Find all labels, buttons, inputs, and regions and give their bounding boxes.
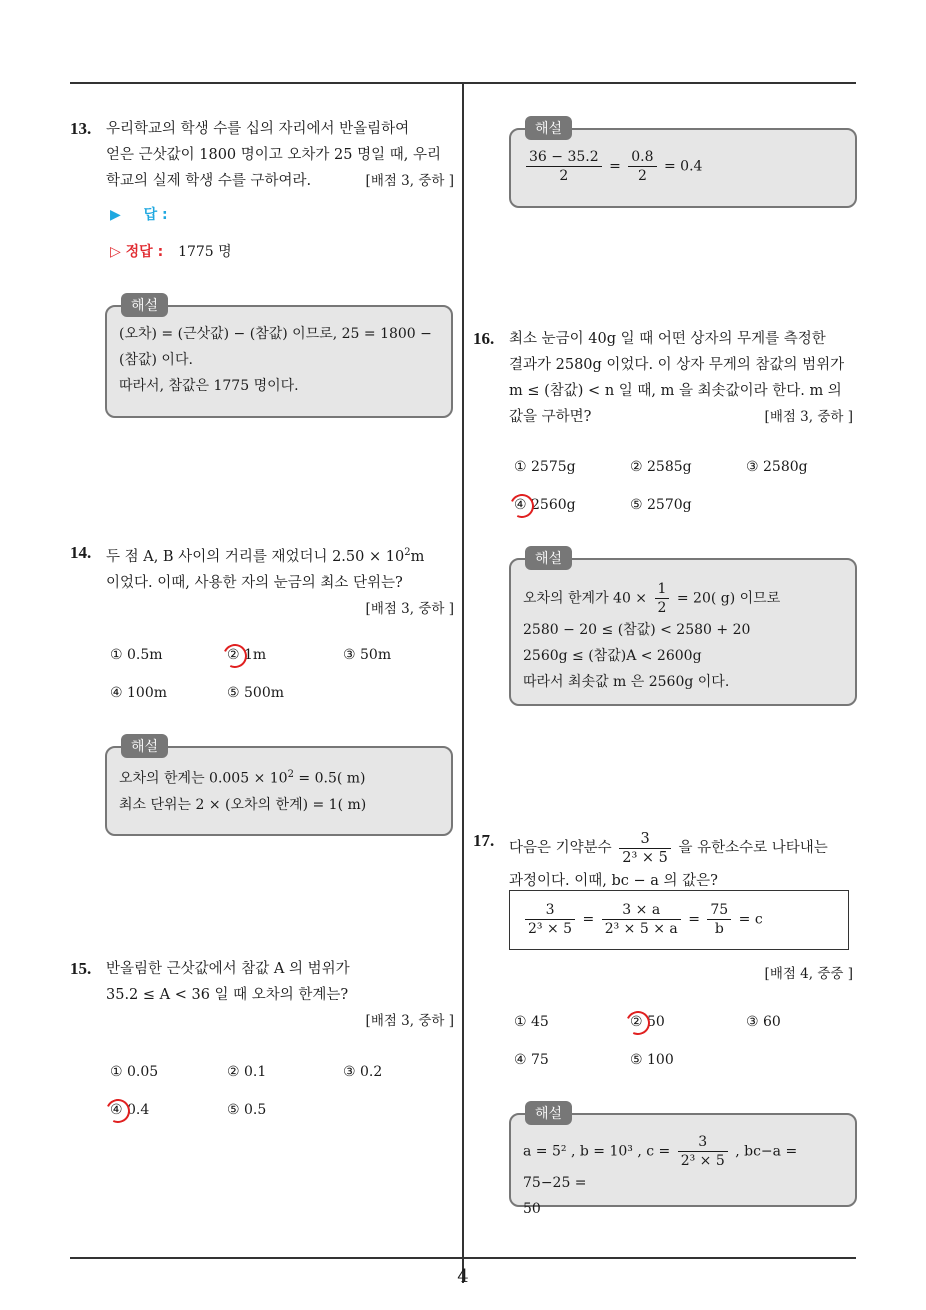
solution-line: 2560g ≤ (참값)A < 2600g xyxy=(523,648,702,664)
fraction: $\frac{0.8}{2}$ xyxy=(628,148,656,185)
solution-line: 최소 단위는 2 × (오차의 한계) = 1( m) xyxy=(119,796,367,813)
solution-line: 2580 − 20 ≤ (참값) < 2580 + 20 xyxy=(523,622,751,638)
choice-2[interactable]: ② 0.1 xyxy=(227,1064,267,1080)
equation-box: $\frac{3}{\text{2³ × 5}}$ = $\frac{3 \times a}{\text{2³ × 5 × a}}$ = $\frac{75}{b}$ = c xyxy=(509,890,849,950)
selection-circle-icon xyxy=(103,1096,134,1127)
solution-line: 오차의 한계가 40 × $\frac{1}{2}$ = 20( g) 이므로 xyxy=(523,581,781,616)
problem-line: 우리학교의 학생 수를 십의 자리에서 반올림하여 xyxy=(106,121,410,137)
choice-3[interactable]: ③ 2580g xyxy=(746,459,808,475)
solution-tab: 해설 xyxy=(525,116,572,140)
problem-line: 과정이다. 이때, bc − a 의 값은? xyxy=(509,873,718,889)
problem-line: 35.2 ≤ A < 36 일 때 오차의 한계는? xyxy=(106,987,349,1003)
choice-5[interactable]: ⑤ 2570g xyxy=(630,497,692,513)
score-label: [배점 3, 중하 ] xyxy=(365,1013,454,1029)
correct-answer-label: 정답 : xyxy=(125,244,164,260)
problem-17 xyxy=(473,828,853,894)
problem-line xyxy=(106,168,454,194)
problem-line: 두 점 A, B 사이의 거리를 재었더니 $2.50 \times 10^2m$ xyxy=(106,547,425,565)
score-label: [배점 3, 중하 ] xyxy=(764,409,853,425)
solution-box-15: 해설 $\frac{36 - 35.2}{2}$ = $\frac{0.8}{2}$ = 0.4 xyxy=(509,128,857,208)
selection-circle-icon xyxy=(623,1008,654,1039)
problem-line: 얻은 근삿값이 1800 명이고 오차가 25 명일 때, 우리 xyxy=(106,147,441,163)
problem-line: 값을 구하면? [배점 3, 중하 ] xyxy=(509,404,853,430)
choice-4-selected[interactable]: ④ 2560g xyxy=(514,497,576,513)
problem-number: 15. xyxy=(70,959,92,978)
solution-line: a = 5² , b = 10³ , c = $\frac{3}{\text{2³ × 5}}$ , bc−a = 75−25 = xyxy=(523,1134,798,1191)
solution-tab: 해설 xyxy=(121,734,168,758)
choice-1[interactable]: ① 0.5m xyxy=(110,647,163,663)
choice-5[interactable]: ⑤ 100 xyxy=(630,1052,674,1068)
problem-number: 17. xyxy=(473,831,495,850)
problem-line: 최소 눈금이 40g 일 때 어떤 상자의 무게를 측정한 xyxy=(509,331,826,347)
correct-answer-row xyxy=(110,241,232,261)
choice-2-selected[interactable]: ② 1m xyxy=(227,647,266,663)
score-label: [배점 4, 중중 ] xyxy=(764,966,853,982)
solution-result: = 0.4 xyxy=(663,158,703,175)
triangle-filled-icon: ▶ xyxy=(110,207,121,223)
answer-label: 답 : xyxy=(143,207,168,223)
page-number: 4 xyxy=(457,1266,469,1287)
problem-line: m ≤ (참값) < n 일 때, m 을 최솟값이라 한다. m 의 xyxy=(509,383,842,399)
solution-line: 50 xyxy=(523,1201,541,1217)
correct-answer-value: 1775 명 xyxy=(178,244,232,260)
choice-2-selected[interactable]: ② 50 xyxy=(630,1014,665,1030)
choice-5[interactable]: ⑤ 0.5 xyxy=(227,1102,267,1118)
problem-line: 이었다. 이때, 사용한 자의 눈금의 최소 단위는? xyxy=(106,574,403,591)
score-label: [배점 3, 중하 ] xyxy=(365,173,454,189)
problem-line: 결과가 2580g 이었다. 이 상자 무게의 참값의 범위가 xyxy=(509,357,845,373)
problem-number: 13. xyxy=(70,119,92,138)
selection-circle-icon xyxy=(220,641,251,672)
problem-line: 다음은 기약분수 $\frac{3}{\text{2³ × 5}}$ 을 유한소수로 나타내는 xyxy=(509,830,828,866)
choice-3[interactable]: ③ 50m xyxy=(343,647,392,663)
footer-rule xyxy=(70,1257,856,1259)
answer-row[interactable] xyxy=(110,204,168,224)
choice-3[interactable]: ③ 0.2 xyxy=(343,1064,383,1080)
problem-line-text: 학교의 실제 학생 수를 구하여라. xyxy=(106,173,312,189)
fraction: $\frac{1}{2}$ xyxy=(655,580,670,617)
fraction: $\frac{3}{\text{2³ × 5}}$ xyxy=(525,901,575,938)
fraction: $\frac{75}{b}$ xyxy=(707,901,731,938)
fraction: $\frac{3 \times a}{\text{2³ × 5 × a}}$ xyxy=(602,901,681,938)
solution-line: 따라서, 참값은 1775 명이다. xyxy=(119,378,299,394)
column-divider xyxy=(462,83,464,1283)
choice-2[interactable]: ② 2585g xyxy=(630,459,692,475)
choice-1[interactable]: ① 2575g xyxy=(514,459,576,475)
solution-tab: 해설 xyxy=(121,293,168,317)
problem-13 xyxy=(70,116,454,194)
choice-5[interactable]: ⑤ 500m xyxy=(227,685,284,701)
triangle-outline-icon: ▷ xyxy=(110,244,121,260)
choice-1[interactable]: ① 45 xyxy=(514,1014,549,1030)
solution-line: (참값) 이다. xyxy=(119,352,193,368)
fraction: $\frac{36 - 35.2}{2}$ xyxy=(526,148,602,185)
solution-line: 오차의 한계는 $0.005 \times 10^2 = 0.5$( m) xyxy=(119,769,366,787)
problem-line: 반올림한 근삿값에서 참값 A 의 범위가 xyxy=(106,961,350,977)
choice-1[interactable]: ① 0.05 xyxy=(110,1064,159,1080)
problem-number: 16. xyxy=(473,329,495,348)
solution-line: (오차) = (근삿값) − (참값) 이므로, 25 = 1800 − xyxy=(119,326,432,342)
solution-line: 따라서 최솟값 m 은 2560g 이다. xyxy=(523,674,730,690)
choice-3[interactable]: ③ 60 xyxy=(746,1014,781,1030)
selection-circle-icon xyxy=(507,491,538,522)
solution-box xyxy=(105,739,453,836)
solution-box xyxy=(105,298,453,418)
solution-tab: 해설 xyxy=(525,1101,572,1125)
problem-number: 14. xyxy=(70,543,92,562)
solution-tab: 해설 xyxy=(525,546,572,570)
score-label: [배점 3, 중하 ] xyxy=(365,600,454,617)
problem-14 xyxy=(70,540,454,622)
fraction: $\frac{3}{\text{2³ × 5}}$ xyxy=(619,830,671,867)
choice-4[interactable]: ④ 100m xyxy=(110,685,167,701)
choice-4-selected[interactable]: ④ 0.4 xyxy=(110,1102,149,1118)
problem-15 xyxy=(70,956,454,1034)
fraction: $\frac{3}{\text{2³ × 5}}$ xyxy=(678,1133,728,1170)
problem-16 xyxy=(473,326,853,430)
choice-4[interactable]: ④ 75 xyxy=(514,1052,549,1068)
solution-box xyxy=(509,1106,857,1217)
solution-box xyxy=(509,551,857,706)
